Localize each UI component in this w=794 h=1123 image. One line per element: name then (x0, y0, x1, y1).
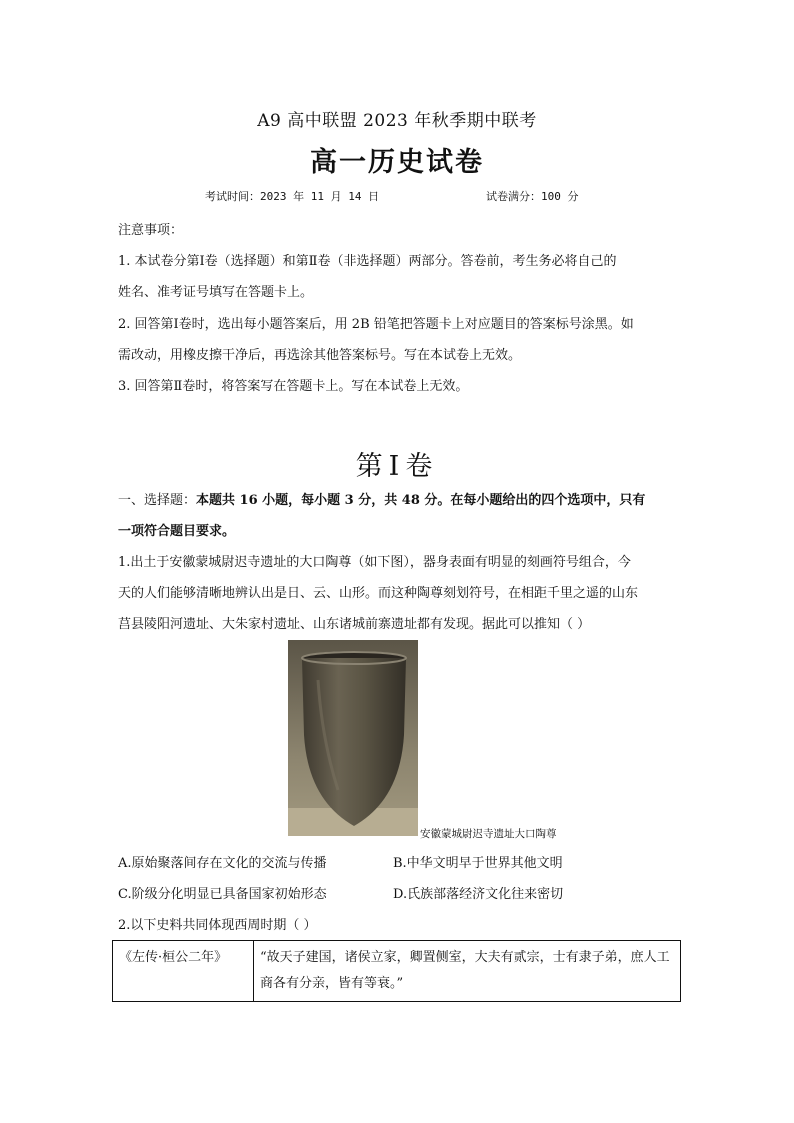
quote-line: 商各有分亲，皆有等衰。” (260, 976, 404, 991)
notes-line: 2. 回答第Ⅰ卷时，选出每小题答案后，用 2B 铅笔把答题卡上对应题目的答案标号涂黑。如 (118, 317, 634, 332)
section-instruction (118, 489, 645, 508)
pottery-zun-illustration (288, 640, 418, 836)
notes-line: 姓名、准考证号填写在答题卡上。 (118, 285, 314, 300)
q1-option-b: B.中华文明早于世界其他文明 (393, 856, 563, 871)
subject-title: 高一历史试卷 (310, 147, 484, 178)
source-cell: 《左传·桓公二年》 (113, 941, 254, 1002)
q2-stem: 2.以下史料共同体现西周时期（ ） (118, 918, 317, 933)
image-caption: 安徽蒙城尉迟寺遗址大口陶尊 (420, 828, 557, 840)
section-instruction-cont: 一项符合题目要求。 (118, 524, 236, 539)
quote-line: “故天子建国，诸侯立家，卿置侧室，大夫有贰宗，士有隶子弟，庶人工 (260, 950, 670, 965)
exam-header-title: A9 高中联盟 2023 年秋季期中联考 (257, 111, 537, 131)
q1-stem-line: 天的人们能够清晰地辨认出是日、云、山形。而这种陶尊刻划符号，在相距千里之遥的山东 (118, 586, 639, 601)
notes-line: 需改动，用橡皮擦干净后，再选涂其他答案标号。写在本试卷上无效。 (118, 348, 522, 363)
q1-option-d: D.氏族部落经济文化往来密切 (393, 887, 564, 902)
section-prefix: 一、选择题： (118, 493, 197, 508)
q1-option-c: C.阶级分化明显已具备国家初始形态 (118, 887, 327, 902)
q1-option-a: A.原始聚落间存在文化的交流与传播 (118, 856, 327, 871)
volume-title: 第Ⅰ卷 (355, 451, 439, 482)
source-table (112, 940, 681, 1002)
pottery-zun-photo (288, 640, 418, 836)
notes-line: 3. 回答第Ⅱ卷时，将答案写在答题卡上。写在本试卷上无效。 (118, 379, 469, 394)
q1-stem-line: 1.出土于安徽蒙城尉迟寺遗址的大口陶尊（如下图），器身表面有明显的刻画符号组合，今 (118, 555, 631, 570)
q1-stem-line: 莒县陵阳河遗址、大朱家村遗址、山东诸城前寨遗址都有发现。据此可以推知（ ） (118, 617, 591, 632)
full-score: 试卷满分：100 分 (486, 190, 579, 203)
notes-heading: 注意事项： (118, 223, 184, 238)
quote-cell (254, 941, 681, 1002)
notes-line: 1. 本试卷分第Ⅰ卷（选择题）和第Ⅱ卷（非选择题）两部分。答卷前，考生务必将自己的 (118, 254, 617, 269)
section-rule: 本题共 16 小题，每小题 3 分，共 48 分。在每小题给出的四个选项中，只有 (196, 493, 646, 508)
table-row (113, 941, 681, 1002)
exam-time: 考试时间：2023 年 11 月 14 日 (205, 190, 380, 203)
